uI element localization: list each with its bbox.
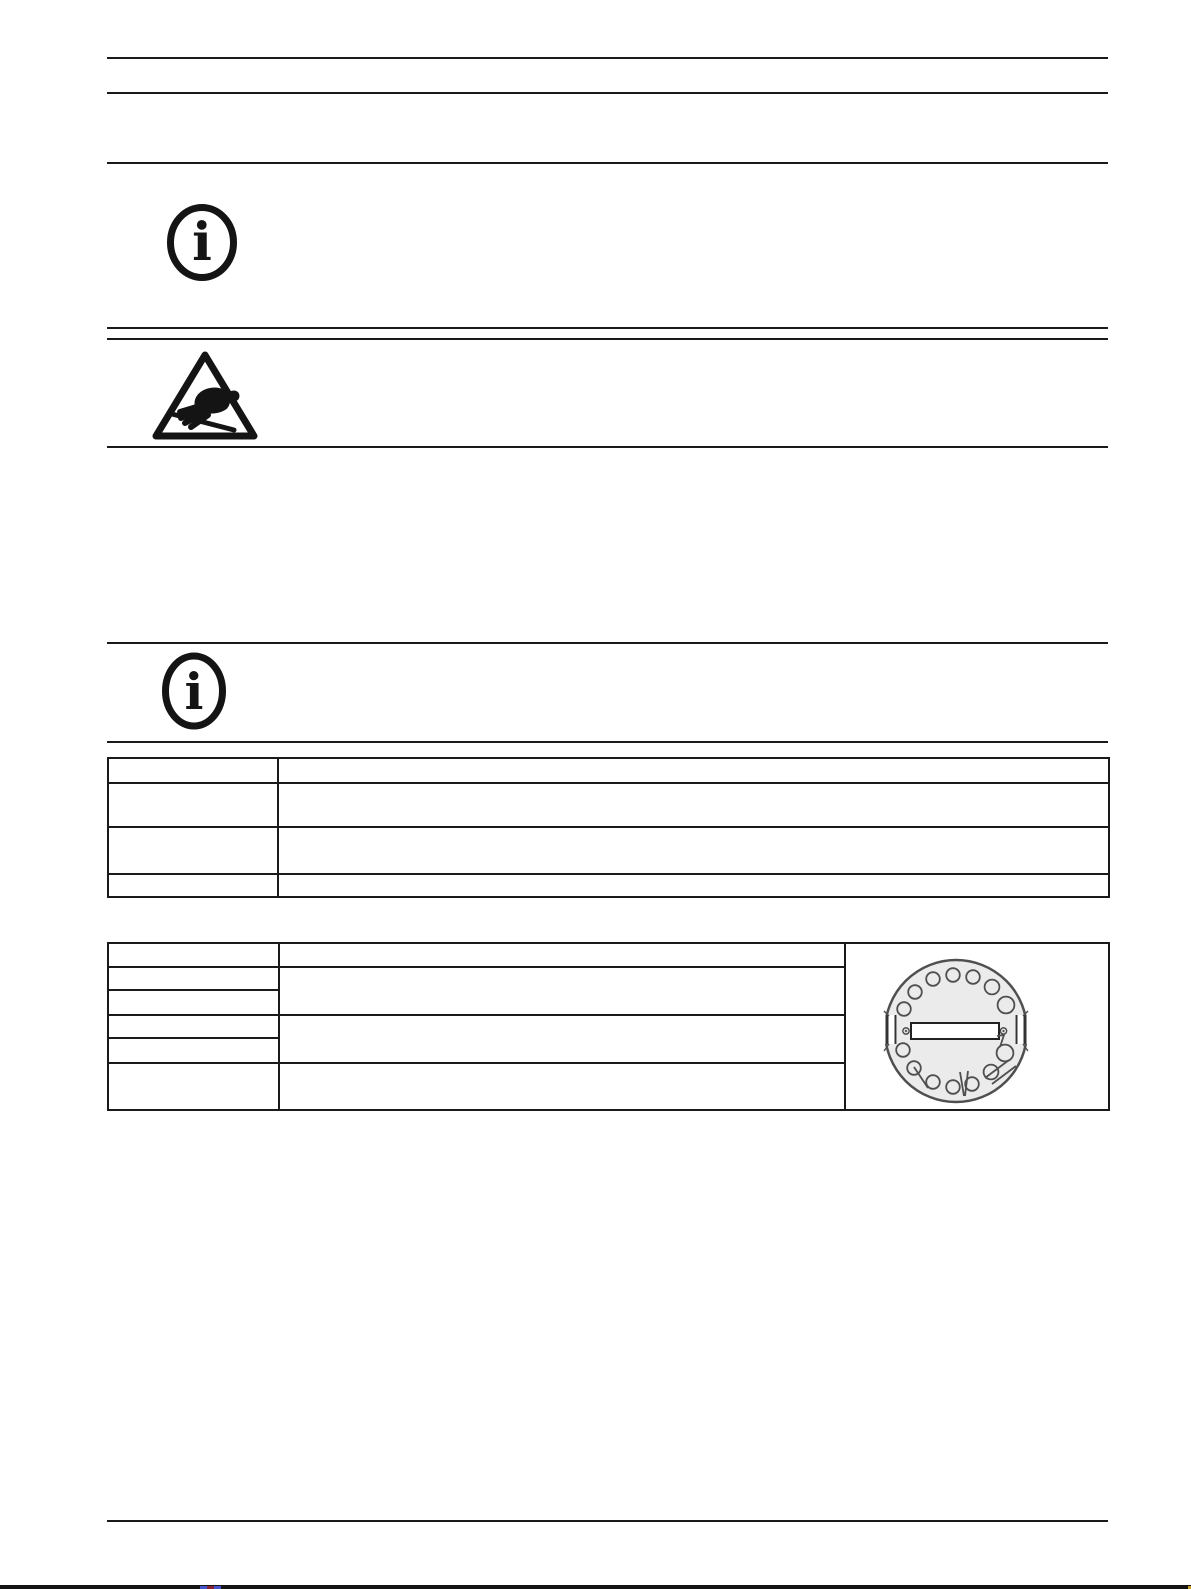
table-cell bbox=[108, 827, 278, 874]
svg-text:i: i bbox=[184, 662, 204, 721]
notice3-top-rule bbox=[107, 642, 1108, 644]
table-cell bbox=[108, 1015, 279, 1039]
table-cell bbox=[108, 1063, 279, 1110]
footer-rule bbox=[107, 1520, 1108, 1522]
table-cell bbox=[278, 758, 1109, 783]
mounting-slot bbox=[911, 1023, 999, 1039]
table-cell bbox=[278, 783, 1109, 827]
bottom-edge-bar bbox=[0, 1585, 1191, 1589]
table-row bbox=[108, 874, 1109, 897]
table-cell bbox=[108, 874, 278, 897]
notice2-top-rule bbox=[107, 338, 1108, 340]
table-row bbox=[108, 758, 1109, 783]
table-cell bbox=[279, 943, 845, 967]
table-cell bbox=[279, 1063, 845, 1110]
info-icon bbox=[162, 652, 226, 731]
svg-text:i: i bbox=[192, 212, 212, 273]
table-cell bbox=[279, 967, 845, 1015]
table-cell bbox=[278, 874, 1109, 897]
notice1-top-rule bbox=[107, 162, 1108, 164]
spec-table-1 bbox=[107, 757, 1110, 898]
table-cell bbox=[278, 827, 1109, 874]
header-rule-2 bbox=[107, 92, 1108, 94]
table-row bbox=[108, 827, 1109, 874]
table-row bbox=[108, 943, 1109, 967]
diagram-cell bbox=[845, 943, 1109, 1110]
esd-warning-icon bbox=[150, 348, 260, 444]
table-cell bbox=[108, 967, 279, 990]
table-cell bbox=[279, 1015, 845, 1064]
info-icon bbox=[166, 203, 238, 283]
notice3-bottom-rule bbox=[107, 741, 1108, 743]
table-cell bbox=[108, 758, 278, 783]
detector-base-diagram bbox=[846, 944, 1108, 1106]
table-cell bbox=[108, 943, 279, 967]
table-cell bbox=[108, 1038, 279, 1063]
table-row bbox=[108, 783, 1109, 827]
table-cell bbox=[108, 990, 279, 1015]
table-cell bbox=[108, 783, 278, 827]
spec-table-2 bbox=[107, 942, 1110, 1111]
notice1-bottom-rule bbox=[107, 327, 1108, 329]
notice2-bottom-rule bbox=[107, 446, 1108, 448]
header-rule-1 bbox=[107, 57, 1108, 59]
